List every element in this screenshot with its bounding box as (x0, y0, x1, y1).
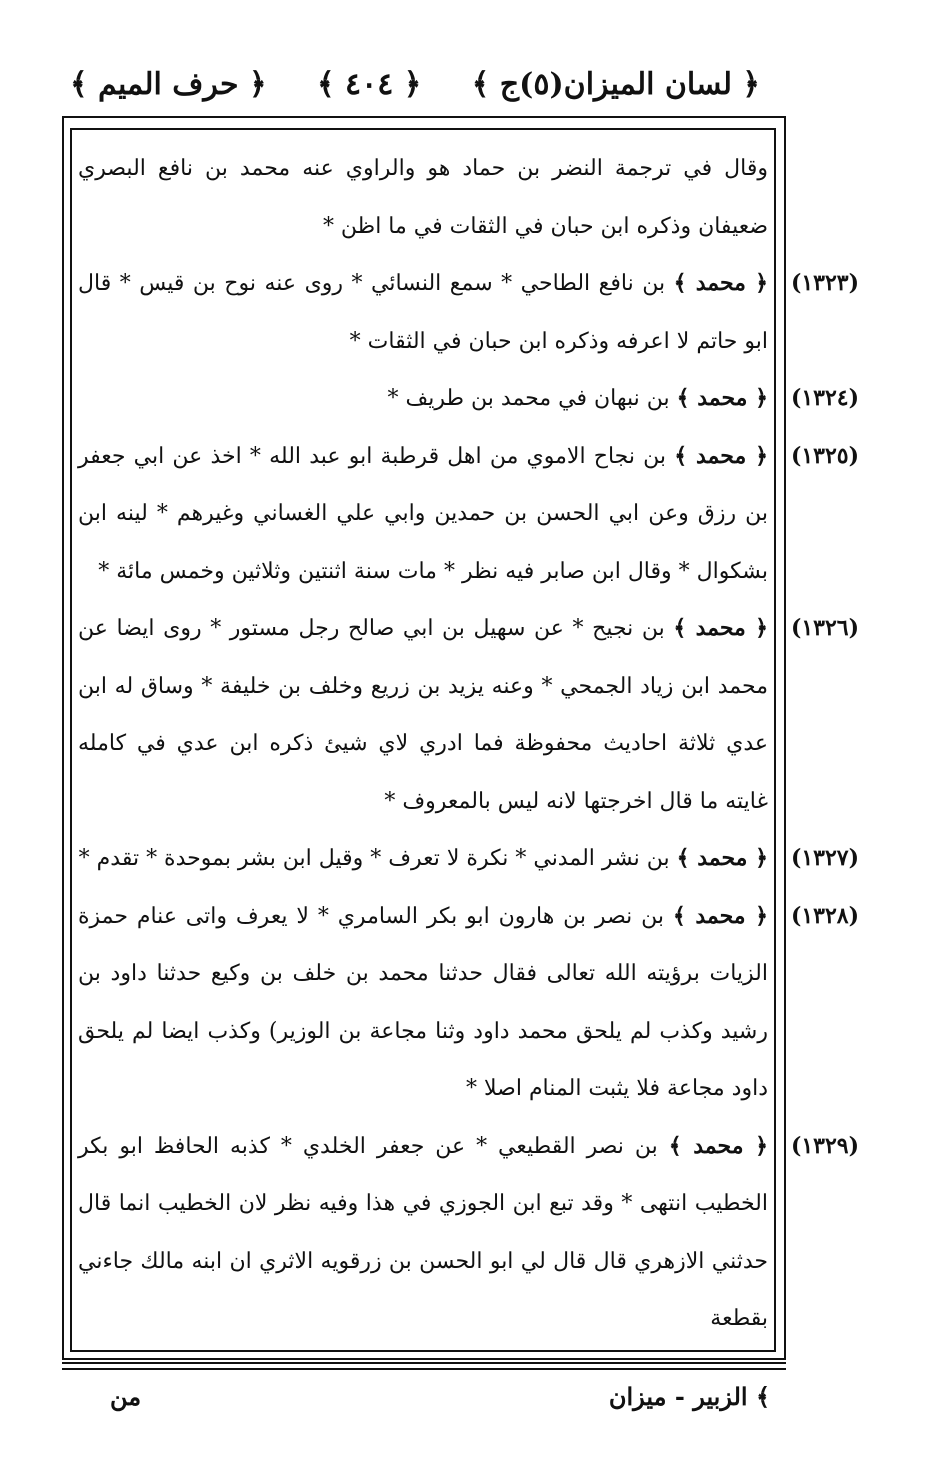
page-body (78, 140, 860, 1348)
page-number: ﴿ ٤٠٤ ﴾ (316, 66, 422, 102)
entry-number: (١٣٢٧) (790, 845, 860, 871)
entry-number: (١٣٢٨) (790, 902, 860, 929)
entry-text: بن نبهان في محمد بن طريف * (387, 386, 670, 411)
entry-1323 (78, 255, 860, 370)
entry-name: ﴿ محمد ﴾ (673, 615, 768, 641)
bottom-rule (62, 1362, 786, 1364)
entry-1328 (78, 888, 860, 1118)
entry-number: (١٣٢٩) (790, 1132, 860, 1159)
entry-text: بن نصر بن هارون ابو بكر السامري * لا يعرف واتى عنام حمزة الزيات برؤيته الله تعالى فقال حدثنا محمد بن خلف بن وكيع حدثنا داود بن رشيد وكذب لم يلحق محمد داود وثنا مجاعة بن الوزير) وكذب ايضا لم يلحق داود مجاعة فلا يثبت المنام اصلا * (78, 903, 768, 1101)
entry-text: بن نجاح الاموي من اهل قرطبة ابو عبد الله * اخذ عن ابي جعفر بن رزق وعن ابي الحسن بن حمدين وابي علي الغساني وغيرهم * لينه ابن بشكوال * وقال ابن صابر فيه نظر * مات سنة اثنتين وثلاثين وخمس مائة * (78, 443, 768, 584)
entry-1329 (78, 1118, 860, 1348)
entry-1327 (78, 830, 860, 888)
running-header (70, 62, 760, 106)
bottom-rule-double (62, 1368, 786, 1370)
entry-text: بن نشر المدني * نكرة لا تعرف * وقيل ابن بشر بموحدة * تقدم * (78, 846, 670, 871)
book-title: ﴿ لسان الميزان(٥)ج ﴾ (471, 66, 760, 102)
entry-number: (١٣٢٥) (790, 442, 860, 469)
entry-name: ﴿ محمد ﴾ (674, 442, 768, 469)
entry-name: ﴿ محمد ﴾ (668, 1132, 768, 1159)
entry-number: (١٣٢٣) (790, 270, 860, 296)
entry-text: بن نصر القطيعي * عن جعفر الخلدي * كذبه الحافظ ابو بكر الخطيب انتهى * وقد تبع ابن الجوزي في هذا وفيه نظر لان الخطيب انما قال حدثني الازهري قال قال لي ابو الحسن بن زرقويه الاثري ان ابنه مالك جاءني بقطعة (78, 1133, 768, 1331)
entry-text: بن نجيح * عن سهيل بن ابي صالح رجل مستور * روى ايضا عن محمد ابن زياد الجمحي * وعنه يزيد بن زريع وخلف بن خليفة * وساق له ابن عدي ثلاثة احاديث محفوظة فما ادري لاي شيئ ذكره ابن عدي في كامله غايته ما قال اخرجتها لانه ليس بالمعروف * (78, 616, 768, 814)
entry-name: ﴿ محمد ﴾ (673, 270, 769, 296)
entry-1324 (78, 370, 860, 428)
intro-text: وقال في ترجمة النضر بن حماد هو والراوي عنه محمد بن نافع البصري ضعيفان وذكره ابن حبان في الثقات في ما اظن * (78, 156, 768, 239)
entry-1325 (78, 428, 860, 601)
catchword: من (110, 1382, 142, 1411)
page-footer (110, 1382, 770, 1411)
entry-number: (١٣٢٤) (790, 385, 860, 411)
chapter-title: ﴿ حرف الميم ﴾ (70, 66, 267, 102)
entry-name: ﴿ محمد ﴾ (676, 845, 768, 871)
intro-paragraph (78, 140, 768, 255)
entry-name: ﴿ محمد ﴾ (676, 385, 768, 411)
entry-text: بن نافع الطاحي * سمع النسائي * روى عنه نوح بن قيس * قال ابو حاتم لا اعرفه وذكره ابن حبان في الثقات * (78, 271, 768, 354)
entry-name: ﴿ محمد ﴾ (672, 902, 768, 929)
entry-number: (١٣٢٦) (790, 615, 860, 641)
footer-signature: ﴾ الزبير - ميزان (608, 1382, 770, 1411)
entry-1326 (78, 600, 860, 830)
